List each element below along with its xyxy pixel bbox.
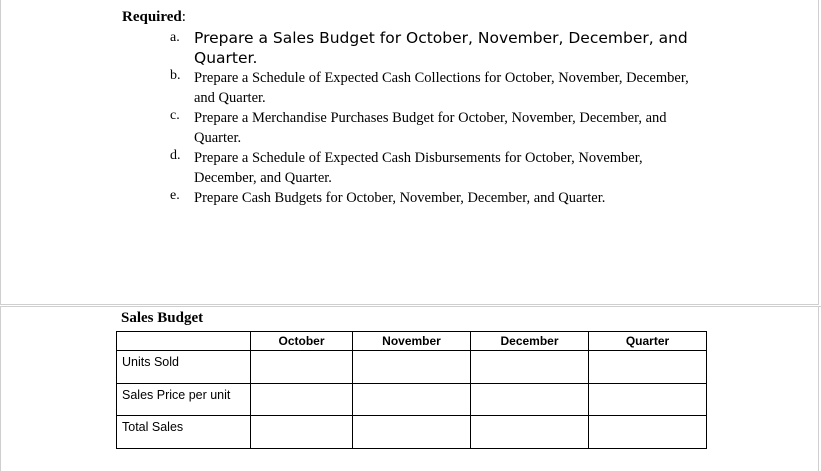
total-sales-quarter-cell[interactable]: [589, 416, 707, 449]
column-header-label: [117, 332, 251, 351]
table-row: [117, 416, 707, 449]
units-sold-october-cell[interactable]: [251, 351, 353, 384]
row-label-sales-price: Sales Price per unit: [117, 384, 251, 416]
units-sold-november-cell[interactable]: [353, 351, 471, 384]
total-sales-december-cell[interactable]: [471, 416, 589, 449]
column-header-quarter: Quarter: [589, 332, 707, 351]
row-label-total-sales: Total Sales: [117, 416, 251, 449]
column-header-october: October: [251, 332, 353, 351]
table-row: [117, 351, 707, 384]
requirement-item-a: [164, 28, 704, 68]
column-header-november: November: [353, 332, 471, 351]
requirement-item-b: [164, 68, 704, 108]
sales-price-quarter-cell[interactable]: [589, 384, 707, 416]
requirement-text: Prepare a Sales Budget for October, November, December, and Quarter.: [194, 29, 688, 67]
total-sales-november-cell[interactable]: [353, 416, 471, 449]
requirement-text: Prepare Cash Budgets for October, November, December, and Quarter.: [194, 190, 606, 206]
column-header-december: December: [471, 332, 589, 351]
row-label-units-sold: Units Sold: [117, 351, 251, 384]
requirement-item-c: [164, 108, 704, 148]
required-heading: Required:: [122, 9, 186, 25]
requirement-text: Prepare a Schedule of Expected Cash Collections for October, November, December, and Quarter.: [194, 70, 689, 106]
table-header-row: [117, 332, 707, 351]
table-row: [117, 384, 707, 416]
sales-budget-table: [116, 331, 707, 449]
requirement-text: Prepare a Schedule of Expected Cash Disbursements for October, November, December, and Quarter.: [194, 150, 643, 186]
sales-price-october-cell[interactable]: [251, 384, 353, 416]
requirement-marker: e.: [170, 188, 180, 203]
units-sold-quarter-cell[interactable]: [589, 351, 707, 384]
requirement-marker: b.: [170, 68, 181, 83]
requirement-marker: a.: [170, 30, 180, 45]
units-sold-december-cell[interactable]: [471, 351, 589, 384]
requirement-item-d: [164, 148, 704, 188]
requirement-marker: d.: [170, 148, 181, 163]
sales-price-november-cell[interactable]: [353, 384, 471, 416]
total-sales-october-cell[interactable]: [251, 416, 353, 449]
requirements-list: [164, 28, 704, 208]
requirement-text: Prepare a Merchandise Purchases Budget for October, November, December, and Quarter.: [194, 110, 667, 146]
requirement-marker: c.: [170, 108, 180, 123]
sales-budget-title: Sales Budget: [121, 310, 204, 326]
requirement-item-e: [164, 188, 704, 208]
sales-price-december-cell[interactable]: [471, 384, 589, 416]
